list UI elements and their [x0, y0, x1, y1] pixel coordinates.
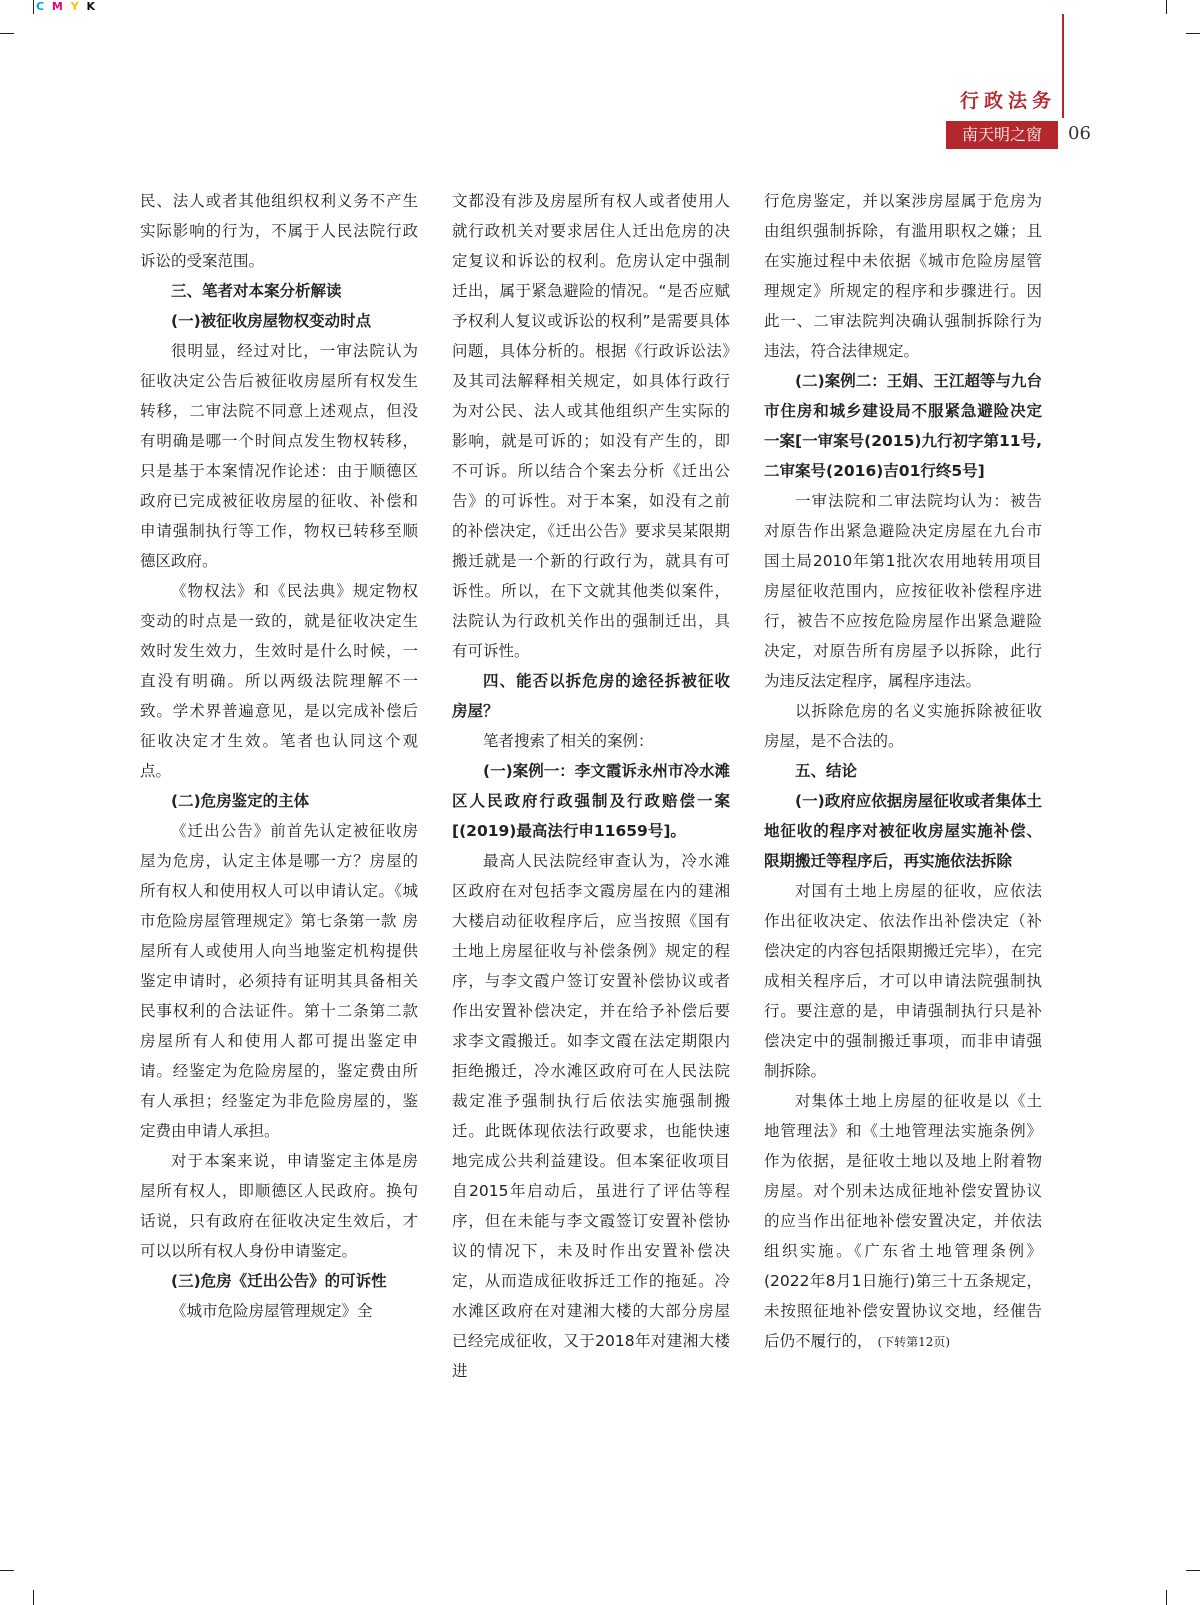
- paragraph: 文都没有涉及房屋所有权人或者使用人就行政机关对要求居住人迁出危房的决定复议和诉讼的权利。危房认定中强制迁出，属于紧急避险的情况。“是否应赋予权利人复议或诉讼的权利”是需要具体问题，具体分析的。根据《行政诉讼法》及其司法解释相关规定，如具体行政行为对公民、法人或其他组织产生实际的影响，就是可诉的；如没有产生的，即不可诉。所以结合个案去分析《迁出公告》的可诉性。对于本案，如没有之前的补偿决定，《迁出公告》要求吴某限期搬迁就是一个新的行政行为，就具有可诉性。所以，在下文就其他类似案件，法院认为行政机关作出的强制迁出，具有可诉性。: [452, 192, 730, 660]
- crop-mark-bottom-right-v: [1166, 1590, 1167, 1605]
- paragraph: 民、法人或者其他组织权利义务不产生实际影响的行为，不属于人民法院行政诉讼的受案范围。: [140, 192, 418, 270]
- subsection-heading: (一)被征收房屋物权变动时点: [171, 312, 372, 330]
- crop-mark-top-right-v: [1166, 0, 1167, 14]
- crop-mark-top-left-v: [33, 0, 34, 14]
- crop-mark-bottom-left-v: [33, 1590, 34, 1605]
- case-heading: (二)案例二：王娟、王江超等与九台市住房和城乡建设局不服紧急避险决定一案[一审案号(2015)九行初字第11号,二审案号(2016)吉01行终5号]: [764, 372, 1042, 480]
- text-column-1: [140, 186, 418, 1326]
- section-heading: 四、能否以拆危房的途径拆被征收房屋？: [452, 672, 730, 720]
- paragraph: 行危房鉴定，并以案涉房屋属于危房为由组织强制拆除，有滥用职权之嫌；且在实施过程中未依据《城市危险房屋管理规定》所规定的程序和步骤进行。因此一、二审法院判决确认强制拆除行为违法，符合法律规定。: [764, 192, 1042, 360]
- text-column-3: [764, 186, 1042, 1357]
- paragraph: 最高人民法院经审查认为，冷水滩区政府在对包括李文霞房屋在内的建湘大楼启动征收程序后，应当按照《国有土地上房屋征收与补偿条例》规定的程序，与李文霞户签订安置补偿协议或者作出安置补偿决定，并在给予补偿后要求李文霞搬迁。如李文霞在法定期限内拒绝搬迁，冷水滩区政府可在人民法院裁定准予强制执行后依法实施强制搬迁。此既体现依法行政要求，也能快速地完成公共利益建设。但本案征收项目自2015年启动后，虽进行了评估等程序，但在未能与李文霞签订安置补偿协议的情况下，未及时作出安置补偿决定，从而造成征收拆迁工作的拖延。冷水滩区政府在对建湘大楼的大部分房屋已经完成征收，又于2018年对建湘大楼进: [452, 852, 730, 1380]
- page-number: 06: [1068, 123, 1091, 144]
- cmyk-color-bar: [36, 0, 97, 13]
- case-heading: (一)案例一：李文霞诉永州市冷水滩区人民政府行政强制及行政赔偿一案[(2019)最高法行申11659号]。: [452, 762, 730, 840]
- paragraph: 以拆除危房的名义实施拆除被征收房屋，是不合法的。: [764, 702, 1042, 750]
- cmyk-c: C: [36, 0, 47, 13]
- header-red-rule: [1062, 14, 1064, 118]
- crop-mark-bottom-right-h: [1186, 1570, 1200, 1571]
- section-title: 行政法务: [959, 90, 1056, 112]
- paragraph: 很明显，经过对比，一审法院认为征收决定公告后被征收房屋所有权发生转移，二审法院不同意上述观点，但没有明确是哪一个时间点发生物权转移，只是基于本案情况作论述：由于顺德区政府已完成被征收房屋的征收、补偿和申请强制执行等工作，物权已转移至顺德区政府。: [140, 342, 418, 570]
- paragraph: 对国有土地上房屋的征收，应依法作出征收决定、依法作出补偿决定（补偿决定的内容包括限期搬迁完毕），在完成相关程序后，才可以申请法院强制执行。要注意的是，申请强制执行只是补偿决定中的强制搬迁事项，而非申请强制拆除。: [764, 882, 1042, 1080]
- cmyk-m: M: [51, 0, 65, 13]
- cmyk-y: Y: [70, 0, 81, 13]
- text-column-2: [452, 186, 730, 1386]
- continued-note: (下转第12页): [877, 1335, 951, 1349]
- paragraph: 笔者搜索了相关的案例：: [483, 732, 654, 750]
- section-heading: 三、笔者对本案分析解读: [171, 282, 342, 300]
- crop-mark-bottom-left-h: [0, 1570, 14, 1571]
- crop-mark-top-left-h: [0, 33, 14, 34]
- paragraph: 一审法院和二审法院均认为：被告对原告作出紧急避险决定房屋在九台市国土局2010年第1批次农用地转用项目房屋征收范围内，应按征收补偿程序进行，被告不应按危险房屋作出紧急避险决定，对原告所有房屋予以拆除，此行为违反法定程序，属程序违法。: [764, 492, 1042, 690]
- cmyk-k: K: [86, 0, 98, 13]
- paragraph: 《迁出公告》前首先认定被征收房屋为危房，认定主体是哪一方？房屋的所有权人和使用权人可以申请认定。《城市危险房屋管理规定》第七条第一款 房屋所有人或使用人向当地鉴定机构提供鉴定申请时，必须持有证明其具备相关民事权利的合法证件。第十二条第二款房屋所有人和使用人都可提出鉴定申请。经鉴定为危险房屋的，鉴定费由所有人承担；经鉴定为非危险房屋的，鉴定费由申请人承担。: [140, 822, 418, 1140]
- paragraph: 《物权法》和《民法典》规定物权变动的时点是一致的，就是征收决定生效时发生效力，生效时是什么时候，一直没有明确。所以两级法院理解不一致。学术界普遍意见，是以完成补偿后征收决定才生效。笔者也认同这个观点。: [140, 582, 418, 780]
- column-tag: 南天明之窗: [946, 121, 1058, 149]
- subsection-heading: (二)危房鉴定的主体: [171, 792, 310, 810]
- crop-mark-top-right-h: [1186, 33, 1200, 34]
- section-heading: 五、结论: [795, 762, 858, 780]
- subsection-heading: (一)政府应依据房屋征收或者集体土地征收的程序对被征收房屋实施补偿、限期搬迁等程序后，再实施依法拆除: [764, 792, 1042, 870]
- paragraph: [764, 1086, 1042, 1357]
- subsection-heading: (三)危房《迁出公告》的可诉性: [171, 1272, 387, 1290]
- paragraph: 《城市危险房屋管理规定》全: [171, 1302, 373, 1320]
- paragraph: 对于本案来说，申请鉴定主体是房屋所有权人，即顺德区人民政府。换句话说，只有政府在征收决定生效后，才可以以所有权人身份申请鉴定。: [140, 1152, 418, 1260]
- paragraph-text: 对集体土地上房屋的征收是以《土地管理法》和《土地管理法实施条例》作为依据，是征收土地以及地上附着物房屋。对个别未达成征地补偿安置协议的应当作出征地补偿安置决定，并依法组织实施。《广东省土地管理条例》(2022年8月1日施行)第三十五条规定，未按照征地补偿安置协议交地，经催告后仍不履行的，: [764, 1092, 1042, 1350]
